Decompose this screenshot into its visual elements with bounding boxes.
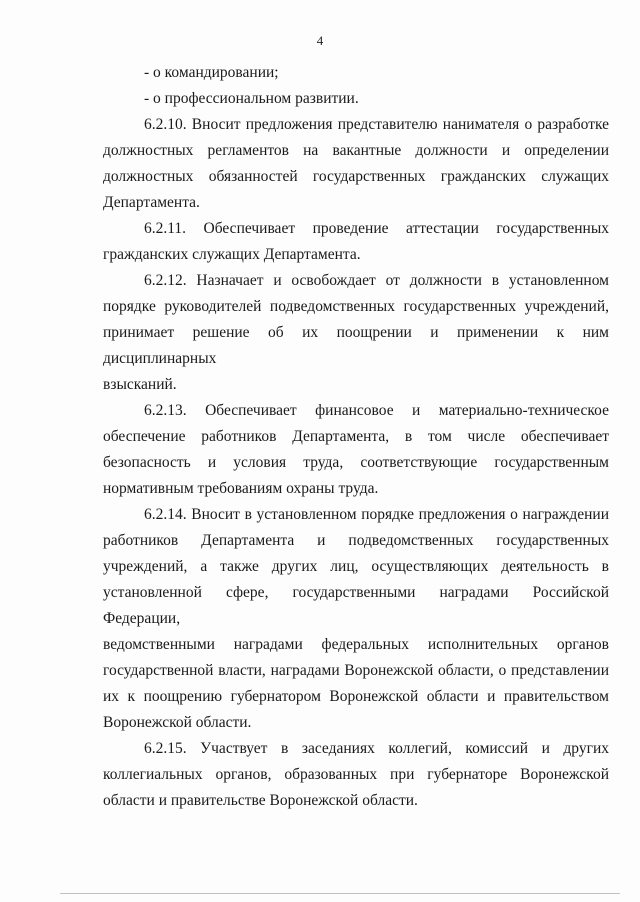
page-number: 4	[316, 33, 324, 48]
text-line: - о профессиональном развитии.	[144, 90, 359, 107]
text-line: установленной сфере, государственными наградами Российской Федерации,	[103, 584, 609, 627]
text-line: нормативным требованиям охраны труда.	[103, 480, 379, 497]
text-line: принимает решение об их поощрении и применении к ним дисциплинарных	[103, 324, 609, 367]
text-line: 6.2.13. Обеспечивает финансовое и материально-техническое	[144, 402, 609, 419]
text-line: коллегиальных органов, образованных при губернаторе Воронежской	[103, 766, 609, 783]
text-line: государственной власти, наградами Воронежской области, о представлении	[103, 662, 609, 679]
text-line: безопасность и условия труда, соответствующие государственным	[103, 454, 609, 471]
text-line: 6.2.12. Назначает и освобождает от должности в установленном	[144, 272, 609, 289]
document-body	[103, 60, 609, 814]
text-line: 6.2.15. Участвует в заседаниях коллегий, комиссий и других	[144, 740, 609, 757]
text-line: должностных обязанностей государственных гражданских служащих	[103, 168, 609, 185]
text-line: - о командировании;	[144, 64, 279, 81]
text-line: обеспечение работников Департамента, в том числе обеспечивает	[103, 428, 609, 445]
text-line: ведомственными наградами федеральных исполнительных органов	[103, 636, 609, 653]
text-line: 6.2.11. Обеспечивает проведение аттестации государственных	[144, 220, 609, 237]
text-line: работников Департамента и подведомственных государственных	[103, 532, 609, 549]
text-line: взысканий.	[103, 376, 177, 393]
text-line: порядке руководителей подведомственных государственных учреждений,	[103, 298, 609, 315]
text-line: 6.2.10. Вносит предложения представителю нанимателя о разработке	[144, 116, 609, 133]
text-line: области и правительстве Воронежской области.	[103, 792, 418, 809]
text-line: Департамента.	[103, 194, 200, 211]
text-line: должностных регламентов на вакантные должности и определении	[103, 142, 609, 159]
text-line: учреждений, а также других лиц, осуществляющих деятельность в	[103, 558, 609, 575]
text-line: Воронежской области.	[103, 714, 252, 731]
scan-edge-line	[60, 893, 620, 894]
text-line: 6.2.14. Вносит в установленном порядке предложения о награждении	[144, 506, 609, 523]
text-line: их к поощрению губернатором Воронежской области и правительством	[103, 688, 609, 705]
text-line: гражданских служащих Департамента.	[103, 246, 361, 263]
